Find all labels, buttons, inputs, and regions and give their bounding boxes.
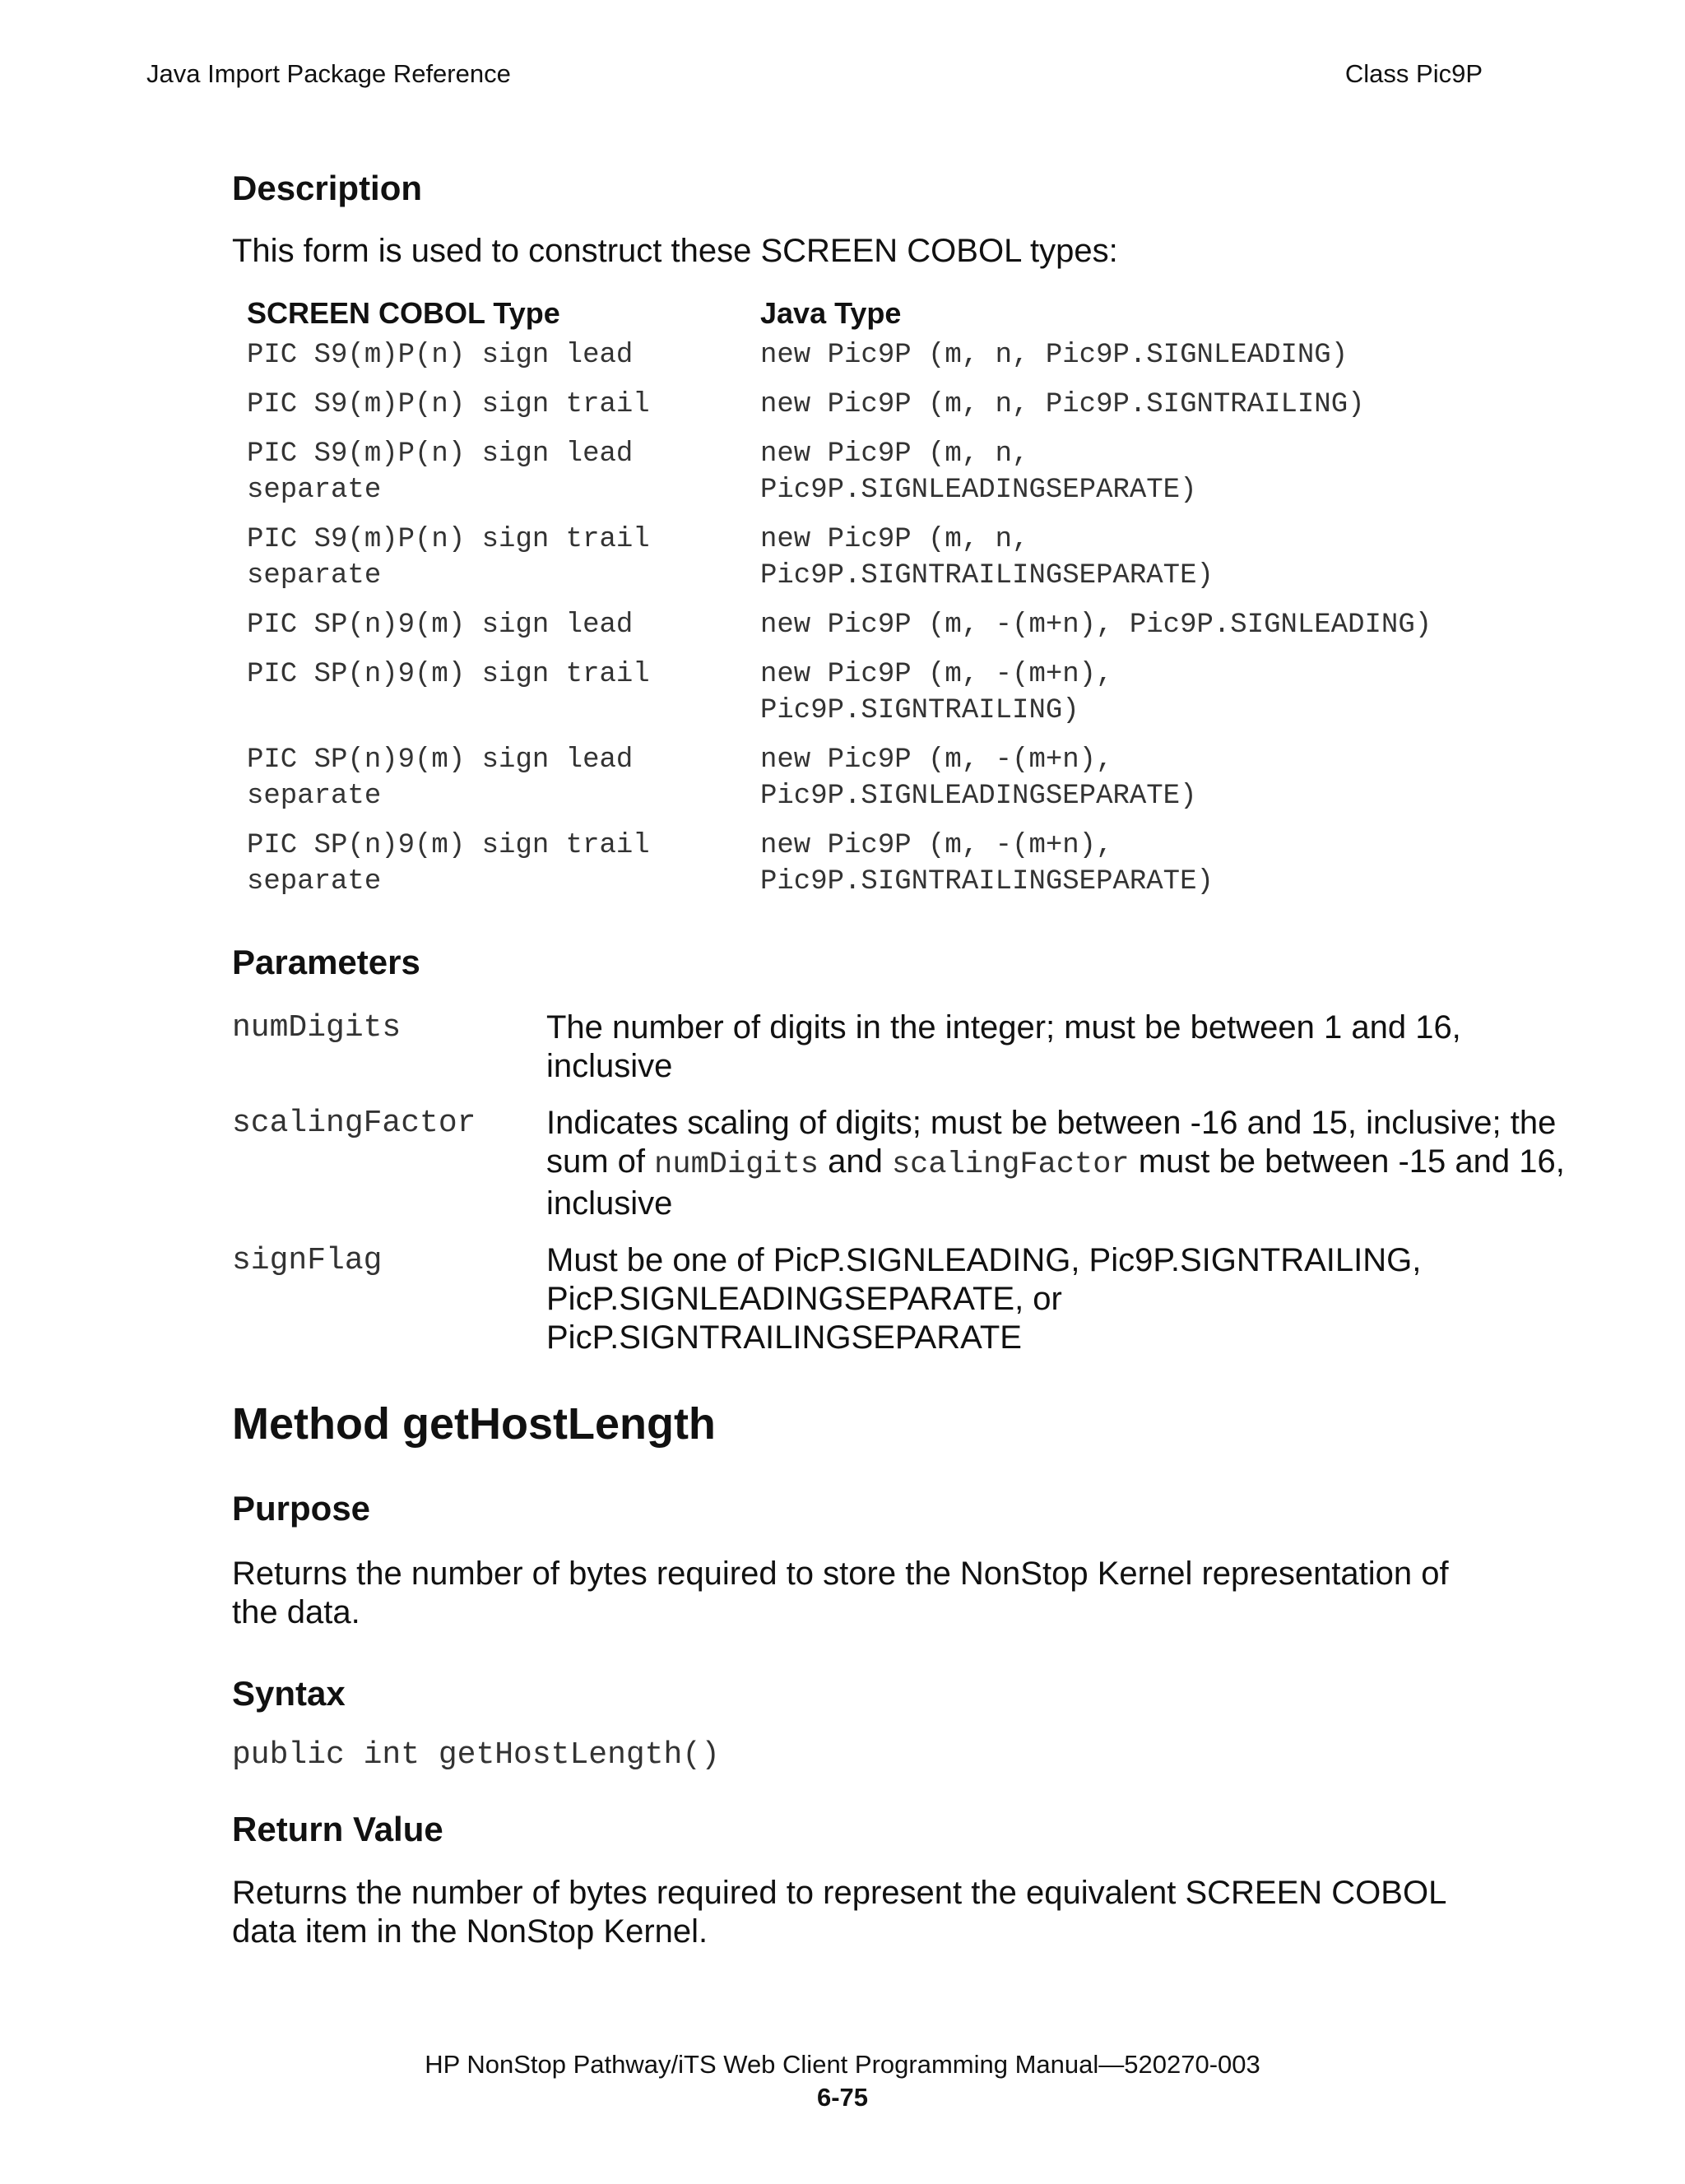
running-header-right: Class Pic9P [1344,59,1483,88]
inline-code-numdigits: numDigits [654,1148,819,1182]
param-name: numDigits [232,1010,402,1046]
method-heading: Method getHostLength [232,1399,716,1449]
types-table-row [247,522,1514,594]
inline-code-scalingfactor: scalingFactor [891,1148,1130,1182]
cobol-type-cell: PIC S9(m)P(n) sign trail separate [247,524,650,591]
types-table-row [247,607,1514,643]
footer-title: HP NonStop Pathway/iTS Web Client Programming Manual—520270-003 [425,2050,1260,2079]
java-type-cell: new Pic9P (m, n, Pic9P.SIGNTRAILING) [760,389,1365,420]
types-table-row [247,828,1514,900]
cobol-type-cell: PIC SP(n)9(m) sign lead [247,610,634,641]
description-intro: This form is used to construct these SCREEN COBOL types: [232,233,1118,269]
param-description-text: Indicates scaling of digits; must be between -16 and 15, inclusive; the sum of [546,1105,1557,1180]
param-row-scalingfactor [232,1104,1565,1223]
param-name: signFlag [232,1243,383,1278]
types-table-row [247,656,1514,729]
types-table [247,291,1514,913]
cobol-type-column-header: SCREEN COBOL Type [247,296,560,330]
param-description-text: must be between -15 and 16, inclusive [546,1143,1565,1222]
param-name: scalingFactor [232,1106,476,1141]
cobol-type-cell: PIC S9(m)P(n) sign lead [247,340,634,371]
running-header-left: Java Import Package Reference [146,59,511,88]
cobol-type-cell: PIC SP(n)9(m) sign trail separate [247,830,650,897]
java-type-cell: new Pic9P (m, n, Pic9P.SIGNTRAILINGSEPARATE) [760,524,1214,591]
types-table-body [247,337,1514,900]
purpose-text: Returns the number of bytes required to store the NonStop Kernel representation of the data. [232,1556,1449,1630]
param-description: The number of digits in the integer; must be between 1 and 16, inclusive [546,1009,1461,1084]
types-table-header [247,291,1514,337]
java-type-cell: new Pic9P (m, -(m+n), Pic9P.SIGNTRAILINGSEPARATE) [760,830,1214,897]
cobol-type-cell: PIC S9(m)P(n) sign trail [247,389,650,420]
cobol-type-cell: PIC SP(n)9(m) sign lead separate [247,744,634,812]
param-description: Must be one of PicP.SIGNLEADING, Pic9P.SIGNTRAILING, PicP.SIGNLEADINGSEPARATE, or PicP.SIGNTRAILINGSEPARATE [546,1242,1422,1356]
return-value-heading: Return Value [232,1810,443,1848]
parameters-list [232,1009,1565,1375]
param-description [546,1104,1565,1223]
syntax-heading: Syntax [232,1674,346,1713]
param-description-text: and [819,1143,892,1180]
footer-page-number: 6-75 [816,2083,869,2112]
purpose-heading: Purpose [232,1489,371,1528]
types-table-row [247,436,1514,508]
types-table-row [247,337,1514,373]
return-value-text: Returns the number of bytes required to represent the equivalent SCREEN COBOL data item in the NonStop Kernel. [232,1875,1446,1950]
java-type-cell: new Pic9P (m, -(m+n), Pic9P.SIGNLEADINGSEPARATE) [760,744,1197,812]
syntax-code: public int getHostLength() [232,1737,720,1773]
java-type-cell: new Pic9P (m, n, Pic9P.SIGNLEADING) [760,340,1348,371]
cobol-type-cell: PIC SP(n)9(m) sign trail [247,659,650,690]
java-type-cell: new Pic9P (m, -(m+n), Pic9P.SIGNLEADING) [760,610,1432,641]
description-heading: Description [232,169,423,207]
java-type-column-header: Java Type [760,296,902,330]
param-row-numdigits [232,1009,1565,1086]
java-type-cell: new Pic9P (m, -(m+n), Pic9P.SIGNTRAILING) [760,659,1113,726]
types-table-row [247,742,1514,814]
types-table-row [247,387,1514,423]
cobol-type-cell: PIC S9(m)P(n) sign lead separate [247,438,634,506]
parameters-heading: Parameters [232,943,420,981]
param-row-signflag [232,1241,1565,1357]
java-type-cell: new Pic9P (m, n, Pic9P.SIGNLEADINGSEPARATE) [760,438,1197,506]
